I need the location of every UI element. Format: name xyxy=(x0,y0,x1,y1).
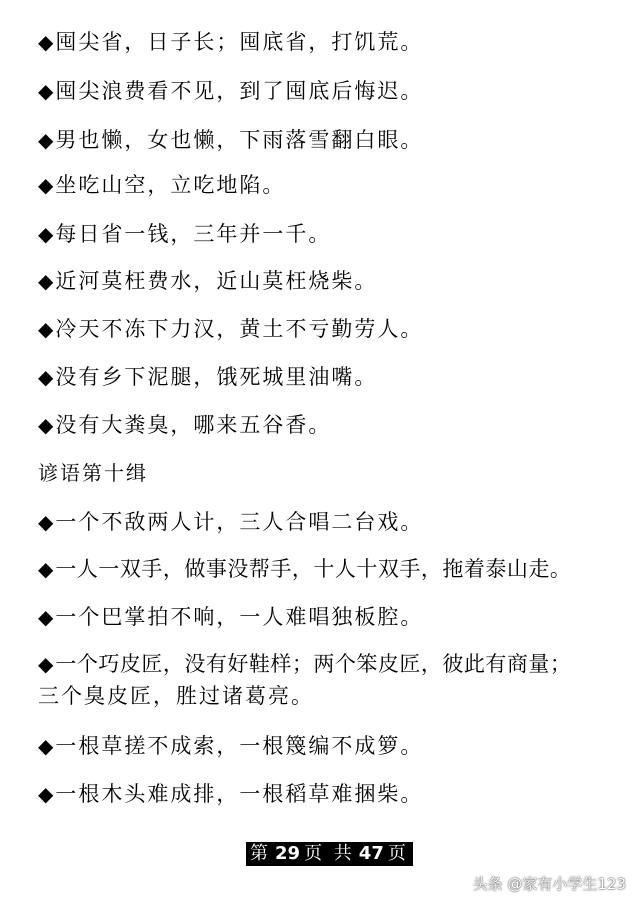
proverb-line xyxy=(38,557,571,581)
diamond-bullet-icon: ◆ xyxy=(38,734,54,758)
diamond-bullet-icon: ◆ xyxy=(38,605,54,629)
page-number-footer xyxy=(246,842,413,866)
proverb-line xyxy=(38,652,571,676)
diamond-bullet-icon: ◆ xyxy=(38,365,54,389)
diamond-bullet-icon: ◆ xyxy=(38,79,54,103)
proverb-text: 冷天不冻下力汉，黄土不亏勤劳人。 xyxy=(55,317,424,341)
proverb-text: 一个巴掌拍不响，一人难唱独板腔。 xyxy=(55,605,424,629)
proverb-line-continued xyxy=(38,684,314,708)
diamond-bullet-icon: ◆ xyxy=(38,413,54,437)
proverb-line xyxy=(38,222,331,246)
section-heading: 谚语第十缉 xyxy=(38,461,148,485)
proverb-line xyxy=(38,413,331,437)
watermark: 头条 @家有小学生123 xyxy=(472,875,626,893)
diamond-bullet-icon: ◆ xyxy=(38,128,54,152)
proverb-line xyxy=(38,782,423,806)
footer-middle: 页 共 xyxy=(304,843,355,864)
proverb-text: 囤尖省，日子长；囤底省，打饥荒。 xyxy=(55,30,424,54)
proverb-line xyxy=(38,79,423,103)
diamond-bullet-icon: ◆ xyxy=(38,30,54,54)
proverb-text: 近河莫枉费水，近山莫枉烧柴。 xyxy=(55,269,378,293)
proverb-text: 没有大粪臭，哪来五谷香。 xyxy=(55,413,332,437)
proverb-line xyxy=(38,510,423,534)
proverb-text: 一根草搓不成索，一根篾编不成箩。 xyxy=(55,734,424,758)
diamond-bullet-icon: ◆ xyxy=(38,782,54,806)
footer-prefix: 第 xyxy=(250,843,271,864)
diamond-bullet-icon: ◆ xyxy=(38,173,54,197)
proverb-text: 没有乡下泥腿，饿死城里油嘴。 xyxy=(55,365,378,389)
proverb-text: 三个臭皮匠，胜过诸葛亮。 xyxy=(38,684,314,708)
proverb-line xyxy=(38,269,377,293)
diamond-bullet-icon: ◆ xyxy=(38,557,54,581)
diamond-bullet-icon: ◆ xyxy=(38,269,54,293)
proverb-line xyxy=(38,173,285,197)
proverb-text: 一个不敌两人计，三人合唱二台戏。 xyxy=(55,510,424,534)
proverb-text: 坐吃山空，立吃地陷。 xyxy=(55,173,286,197)
proverb-text: 一根木头难成排，一根稻草难捆柴。 xyxy=(55,782,424,806)
proverb-line xyxy=(38,734,423,758)
current-page-number: 29 xyxy=(275,843,301,864)
proverb-line xyxy=(38,365,377,389)
diamond-bullet-icon: ◆ xyxy=(38,222,54,246)
proverb-text: 一人一双手，做事没帮手，十人十双手，拖着泰山走。 xyxy=(55,557,572,581)
proverb-line xyxy=(38,317,423,341)
diamond-bullet-icon: ◆ xyxy=(38,652,54,676)
proverb-text: 一个巧皮匠，没有好鞋样；两个笨皮匠，彼此有商量； xyxy=(55,652,572,676)
proverb-line xyxy=(38,128,423,152)
proverb-text: 每日省一钱，三年并一千。 xyxy=(55,222,332,246)
total-page-number: 47 xyxy=(358,843,384,864)
footer-suffix: 页 xyxy=(387,843,409,864)
proverb-text: 男也懒，女也懒，下雨落雪翻白眼。 xyxy=(55,128,424,152)
proverb-line xyxy=(38,605,423,629)
diamond-bullet-icon: ◆ xyxy=(38,510,54,534)
proverb-line xyxy=(38,30,423,54)
diamond-bullet-icon: ◆ xyxy=(38,317,54,341)
proverb-text: 囤尖浪费看不见，到了囤底后悔迟。 xyxy=(55,79,424,103)
